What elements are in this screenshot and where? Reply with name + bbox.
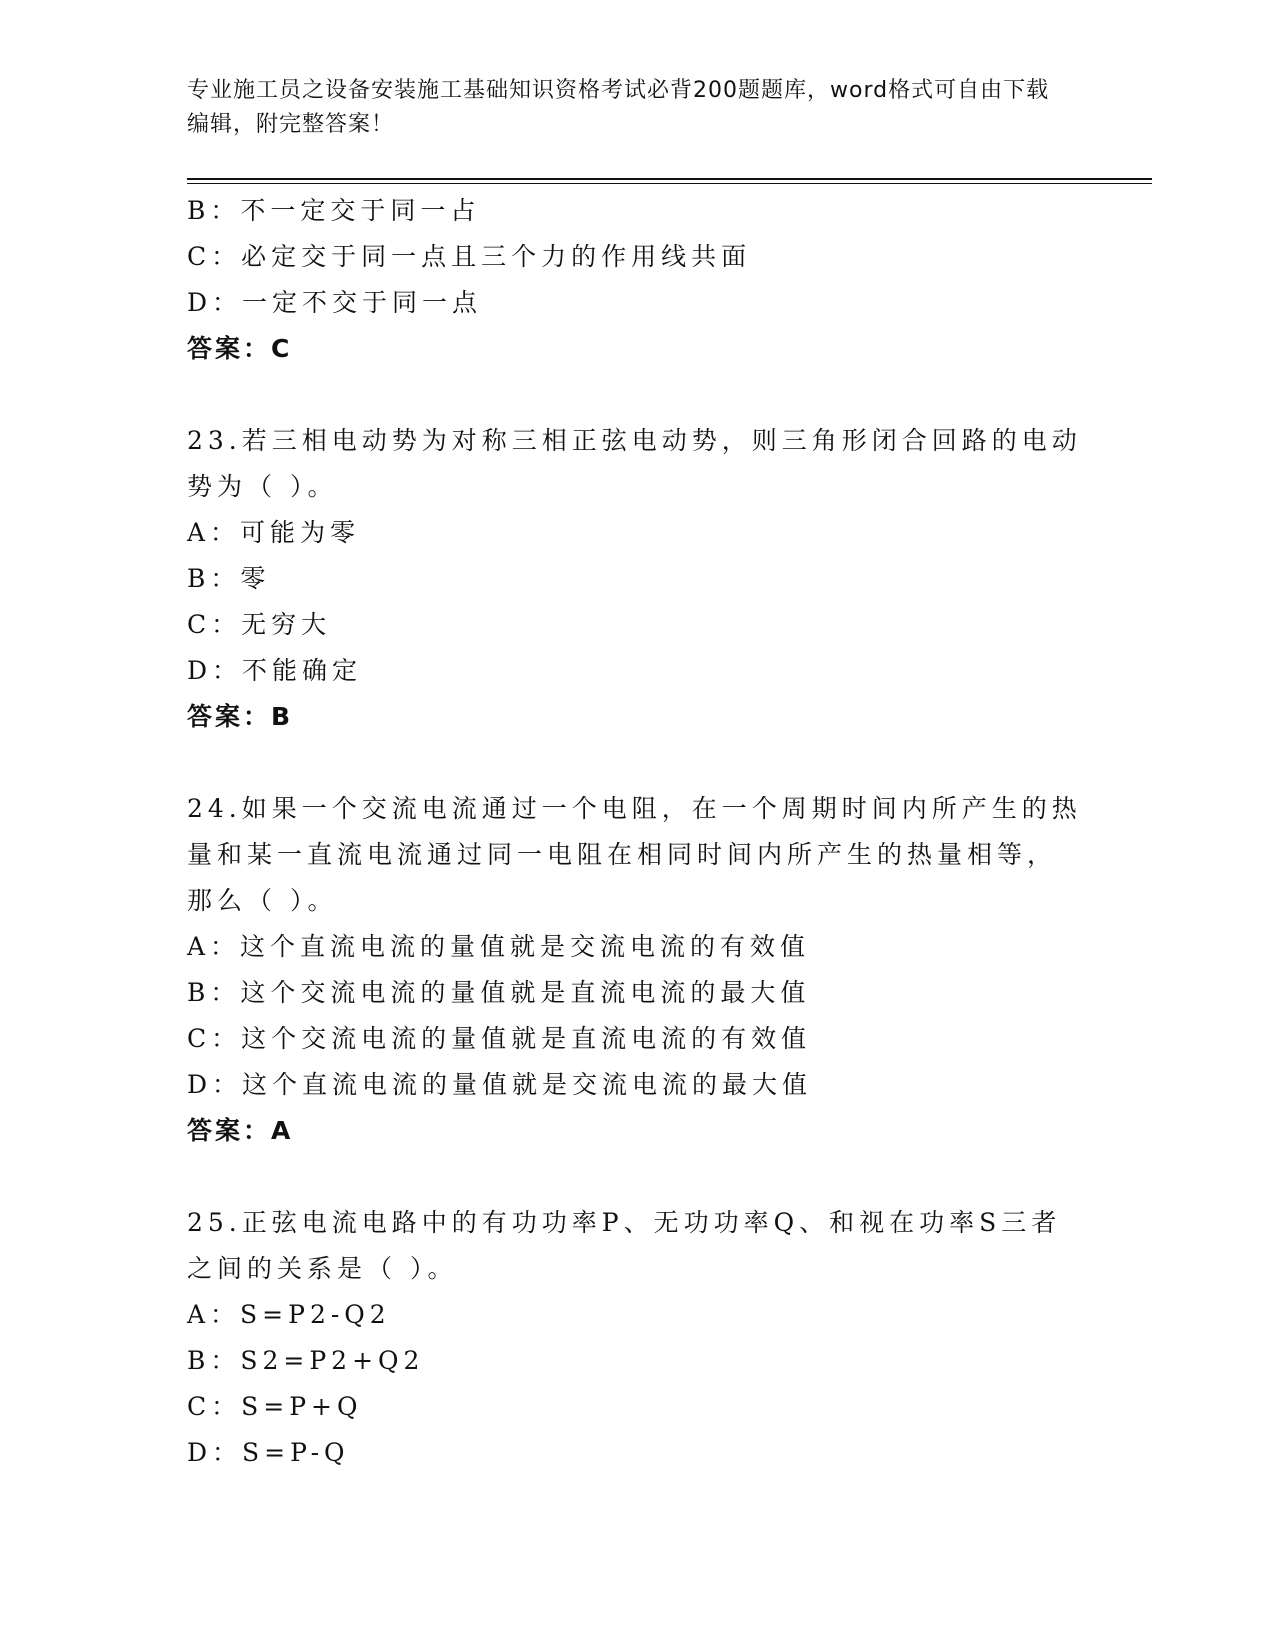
- spacer: [187, 372, 1087, 418]
- header-divider-thick: [187, 178, 1152, 180]
- option-c: C：无穷大: [187, 610, 332, 639]
- question-24: [187, 786, 1087, 1154]
- option-d: D：不能确定: [187, 656, 363, 685]
- question-stem: 24.如果一个交流电流通过一个电阻，在一个周期时间内所产生的热量和某一直流电流通过同一电阻在相同时间内所产生的热量相等，那么（ ）。: [187, 794, 1082, 915]
- question-23: [187, 418, 1087, 740]
- header-divider-thin: [187, 183, 1152, 184]
- option-c: C：必定交于同一点且三个力的作用线共面: [187, 242, 752, 271]
- answer-line: 答案：A: [187, 1116, 294, 1145]
- answer-line: 答案：C: [187, 334, 293, 363]
- option-b: B：S2=P2+Q2: [187, 1346, 425, 1375]
- document-header: 专业施工员之设备安装施工基础知识资格考试必背200题题库，word格式可自由下载编辑，附完整答案！: [187, 78, 1050, 137]
- option-c: C：S=P+Q: [187, 1392, 363, 1421]
- option-a: A：S=P2-Q2: [187, 1300, 391, 1329]
- option-d: D：S=P-Q: [187, 1438, 350, 1467]
- option-c: C：这个交流电流的量值就是直流电流的有效值: [187, 1024, 812, 1053]
- question-25: [187, 1200, 1087, 1476]
- question-stem: 23.若三相电动势为对称三相正弦电动势，则三角形闭合回路的电动势为（ ）。: [187, 426, 1082, 501]
- option-a: A：这个直流电流的量值就是交流电流的有效值: [187, 932, 811, 961]
- option-b: B：零: [187, 564, 271, 593]
- option-d: D：一定不交于同一点: [187, 288, 483, 317]
- spacer: [187, 740, 1087, 786]
- option-b: B：不一定交于同一占: [187, 196, 481, 225]
- spacer: [187, 1154, 1087, 1200]
- option-d: D：这个直流电流的量值就是交流电流的最大值: [187, 1070, 813, 1099]
- question-stem: 25.正弦电流电路中的有功功率P、无功功率Q、和视在功率S三者之间的关系是（ ）。: [187, 1208, 1062, 1283]
- answer-line: 答案：B: [187, 702, 294, 731]
- option-b: B：这个交流电流的量值就是直流电流的最大值: [187, 978, 811, 1007]
- question-22: [187, 188, 1087, 372]
- option-a: A：可能为零: [187, 518, 361, 547]
- question-content: [187, 188, 1087, 1476]
